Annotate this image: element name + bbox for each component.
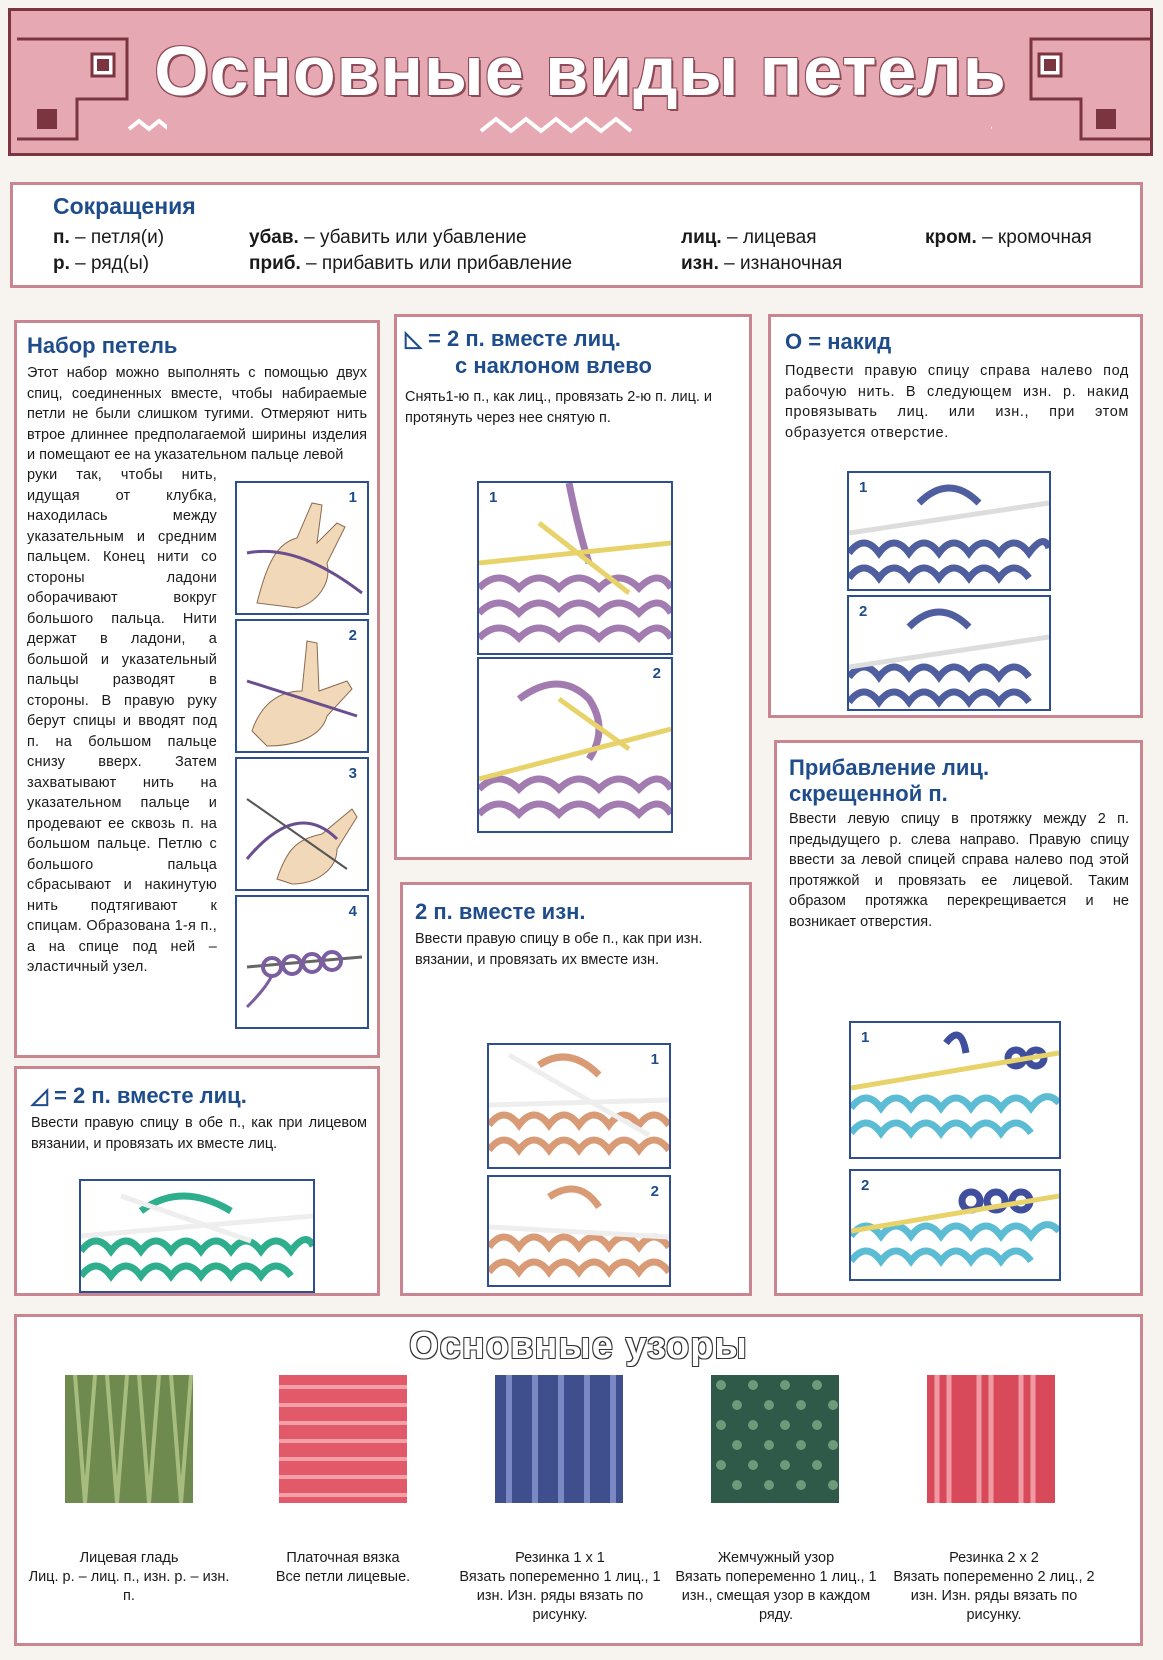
increase-figure-2: 2 (849, 1169, 1061, 1281)
cast-on-figure-3: 3 (235, 757, 369, 891)
zigzag-ornament (471, 106, 671, 146)
yarn-over-title: O = накид (785, 329, 892, 354)
purl-stitches-illustration (489, 1177, 669, 1285)
cast-on-text-top: Этот набор можно выполнять с помощью двух спиц, соединенных вместе, чтобы набираемые петли не были слишком тугими. Отмеряют нить втрое длиннее предполагаемой ширины изделия и помещают ее на указательном пальце левой (27, 365, 367, 463)
cast-on-figure-2: 2 (235, 619, 369, 753)
yarn-over-symbol-icon: O (785, 329, 803, 354)
abbr-item: кром. – кромочная (925, 227, 1092, 248)
yarn-over-box (768, 314, 1143, 718)
abbr-item: изн. – изнаночная (681, 253, 843, 274)
purl-stitches-illustration (489, 1045, 669, 1167)
increase-box (774, 740, 1143, 1296)
pattern-caption: Резинка 2 х 2 Вязать попеременно 2 лиц., 2 изн. Изн. ряды вязать по рисунку. (893, 1550, 1095, 1623)
hand-illustration (237, 759, 367, 889)
k2tog-left-box (394, 314, 752, 860)
pattern-swatch-seed (711, 1375, 839, 1503)
increase-title: Прибавление лиц. скрещенной п. (789, 755, 990, 806)
page-title: Основные виды петель (154, 32, 1007, 110)
decrease-left-symbol-icon: ◺ (405, 326, 422, 351)
cast-on-title: Набор петель (27, 333, 178, 358)
abbr-item: убав. – убавить или убавление (249, 227, 527, 248)
decrease-right-symbol-icon: ◿ (31, 1083, 48, 1108)
pattern-caption: Платочная вязка Все петли лицевые. (275, 1550, 411, 1585)
knit-stitches-illustration (851, 1023, 1059, 1157)
knit-stitches-illustration (81, 1181, 313, 1291)
knit-stitches-illustration (851, 1171, 1059, 1279)
yarn-over-figure-2: 2 (847, 595, 1051, 711)
increase-text: Ввести левую спицу в протяжку между 2 п. предыдущего р. слева направо. Правую спицу ввести за левой спицей справа налево под этой протяжкой и провязать ее лицевой. Таким образом протяжка перекрещивается и не возникает отверстия. (789, 811, 1129, 930)
hand-illustration (237, 483, 367, 613)
p2tog-figure-2: 2 (487, 1175, 671, 1287)
hand-illustration (237, 621, 367, 751)
p2tog-figure-1: 1 (487, 1043, 671, 1169)
knit-stitches-illustration (479, 483, 671, 653)
knit-stitches-illustration (849, 597, 1049, 709)
k2tog-figure (79, 1179, 315, 1293)
pattern-caption: Жемчужный узор Вязать попеременно 1 лиц., 1 изн., смещая узор в каждом ряду. (675, 1550, 877, 1623)
abbr-item: приб. – прибавить или прибавление (249, 253, 573, 274)
abbreviations-box (10, 182, 1143, 288)
p2tog-text: Ввести правую спицу в обе п., как при изн. вязании, и провязать их вместе изн. (415, 931, 703, 968)
k2tog-left-figure-2: 2 (477, 657, 673, 833)
k2tog-box (14, 1066, 380, 1296)
pattern-swatch-rib-1x1 (495, 1375, 623, 1503)
cast-on-figure-1: 1 (235, 481, 369, 615)
k2tog-left-figure-1: 1 (477, 481, 673, 655)
k2tog-left-text: Снять1-ю п., как лиц., провязать 2-ю п. лиц. и протянуть через нее снятую п. (405, 389, 713, 426)
patterns-box (14, 1314, 1143, 1646)
pattern-caption: Лицевая гладь Лиц. р. – лиц. п., изн. р. – изн. п. (28, 1550, 230, 1604)
abbr-item: п. – петля(и) (53, 227, 165, 248)
k2tog-text: Ввести правую спицу в обе п., как при лицевом вязании, и провязать их вместе лиц. (31, 1115, 367, 1152)
k2tog-left-title: ◺ = 2 п. вместе лиц. с наклоном влево (405, 326, 652, 378)
yarn-over-text: Подвести правую спицу справа налево под рабочую нить. В следующем изн. р. накид провязывать лиц. или изн., при этом образуется отверстие. (785, 363, 1129, 441)
cast-on-box (14, 320, 380, 1058)
abbr-item: р. – ряд(ы) (53, 253, 150, 274)
cast-on-text-side: руки так, чтобы нить, идущая от клубка, находилась между указательным и средним пальцем. Конец нити со стороны ладони оборачивают вокруг большого пальца. Нити держат в ладони, а большой и указательный пальцы разводят в стороны. В правую руку берут спицы и вводят под п. на большом пальце снизу вверх. Затем захватывают нить на указательном пальце и продевают ее сквозь п. на большом пальце. Петлю с большого пальца сбрасывают и накинутую нить подтягивают к спицам. Образована 1-я п., а на спице под ней – эластичный узел. (27, 467, 217, 975)
pattern-caption: Резинка 1 х 1 Вязать попеременно 1 лиц., 1 изн. Изн. ряды вязать по рисунку. (459, 1550, 661, 1623)
yarn-over-figure-1: 1 (847, 471, 1051, 591)
increase-figure-1: 1 (849, 1021, 1061, 1159)
pattern-swatch-rib-2x2 (927, 1375, 1055, 1503)
knit-stitches-illustration (479, 659, 671, 831)
k2tog-title: ◿ = 2 п. вместе лиц. (31, 1083, 247, 1108)
p2tog-box (400, 882, 752, 1296)
needle-loops-illustration (237, 897, 367, 1027)
header-banner (8, 8, 1153, 156)
abbr-item: лиц. – лицевая (681, 227, 817, 248)
pattern-swatch-garter (279, 1375, 407, 1503)
p2tog-title: 2 п. вместе изн. (415, 899, 586, 924)
pattern-swatch-stockinette (65, 1375, 193, 1503)
patterns-title: Основные узоры (409, 1325, 748, 1367)
abbreviations-title: Сокращения (53, 193, 196, 219)
cast-on-figure-4: 4 (235, 895, 369, 1029)
knit-stitches-illustration (849, 473, 1049, 589)
